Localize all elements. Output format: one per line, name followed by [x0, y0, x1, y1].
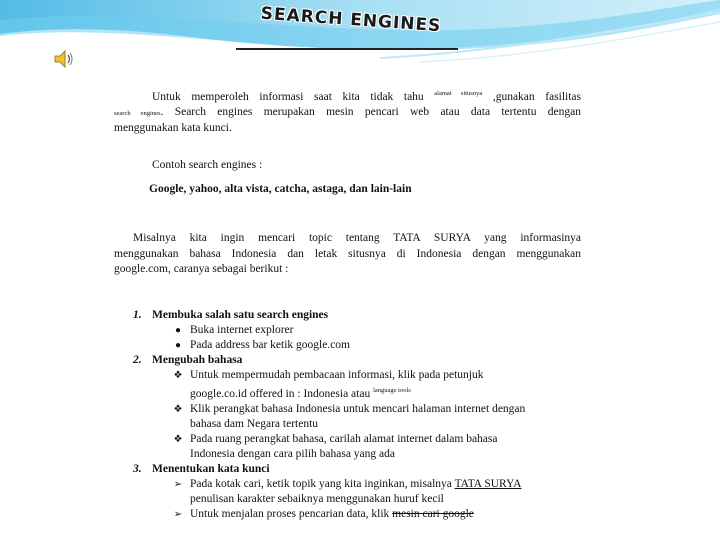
speaker-icon[interactable] [52, 48, 74, 70]
diamond-bullet-icon: ❖ [173, 404, 183, 415]
example-paragraph: Misalnya kita ingin mencari topic tentang TATA SURYA yang informasinya menggunakan bahasa Indonesia dan letak situsnya di Indonesia dengan menggunakan google.com, caranya sebagai berikut : [114, 232, 581, 275]
struck-text: mesin cari google [392, 508, 474, 520]
arrow-bullet-icon: ➢ [173, 509, 183, 520]
step-heading: 2. Mengubah bahasa [133, 354, 243, 366]
list-item: ● Pada address bar ketik google.com [133, 338, 583, 353]
page-title: SEARCH ENGINES [260, 3, 442, 37]
small-text-note: search engines [114, 110, 161, 117]
step-heading: 1. Membuka salah satu search engines [133, 309, 329, 321]
diamond-bullet-icon: ❖ [173, 434, 183, 445]
list-item: ➢ Untuk menjalan proses pencarian data, klik mesin cari google [133, 507, 583, 522]
step-number: 3. [133, 463, 142, 475]
step-number: 1. [133, 309, 142, 321]
list-item: ❖ Klik perangkat bahasa Indonesia untuk mencari halaman internet dengan bahasa dam Negara tertentu [133, 402, 583, 432]
step-number: 2. [133, 354, 142, 366]
arrow-bullet-icon: ➢ [173, 479, 183, 490]
step-heading: 3. Menentukan kata kunci [133, 463, 270, 475]
intro-paragraph: Untuk memperoleh informasi saat kita tidak tahu $^{alamat situsnya}$ ,gunakan fasilitas search engines. Search engines merupakan mesin pencari web atau data tertentu dengan menggunakan kata kunci. [114, 90, 581, 134]
dot-bullet-icon: ● [174, 340, 182, 351]
list-item: ❖ Untuk mempermudah pembacaan informasi, klik pada petunjuk google.co.id offered in : Indonesia atau $^{language tools}$ [133, 368, 583, 402]
dot-bullet-icon: ● [174, 325, 182, 336]
superscript-note: alamat situsnya [434, 90, 483, 97]
title-underline [236, 48, 458, 50]
tata-surya-link[interactable]: TATA SURYA [454, 478, 522, 490]
list-item: ❖ Pada ruang perangkat bahasa, carilah alamat internet dalam bahasa Indonesia dengan cara pilih bahasa yang ada [133, 432, 583, 462]
list-item: ➢ Pada kotak cari, ketik topik yang kita inginkan, misalnya TATA SURYA penulisan karakter sebaiknya menggunakan huruf kecil [133, 477, 583, 507]
superscript-note: language tools [373, 387, 411, 394]
examples-list: Google, yahoo, alta vista, catcha, astaga, dan lain-lain [149, 183, 412, 195]
examples-label: Contoh search engines : [152, 159, 263, 171]
list-item: ● Buka internet explorer [133, 323, 583, 338]
diamond-bullet-icon: ❖ [173, 370, 183, 381]
steps-list [133, 308, 583, 522]
